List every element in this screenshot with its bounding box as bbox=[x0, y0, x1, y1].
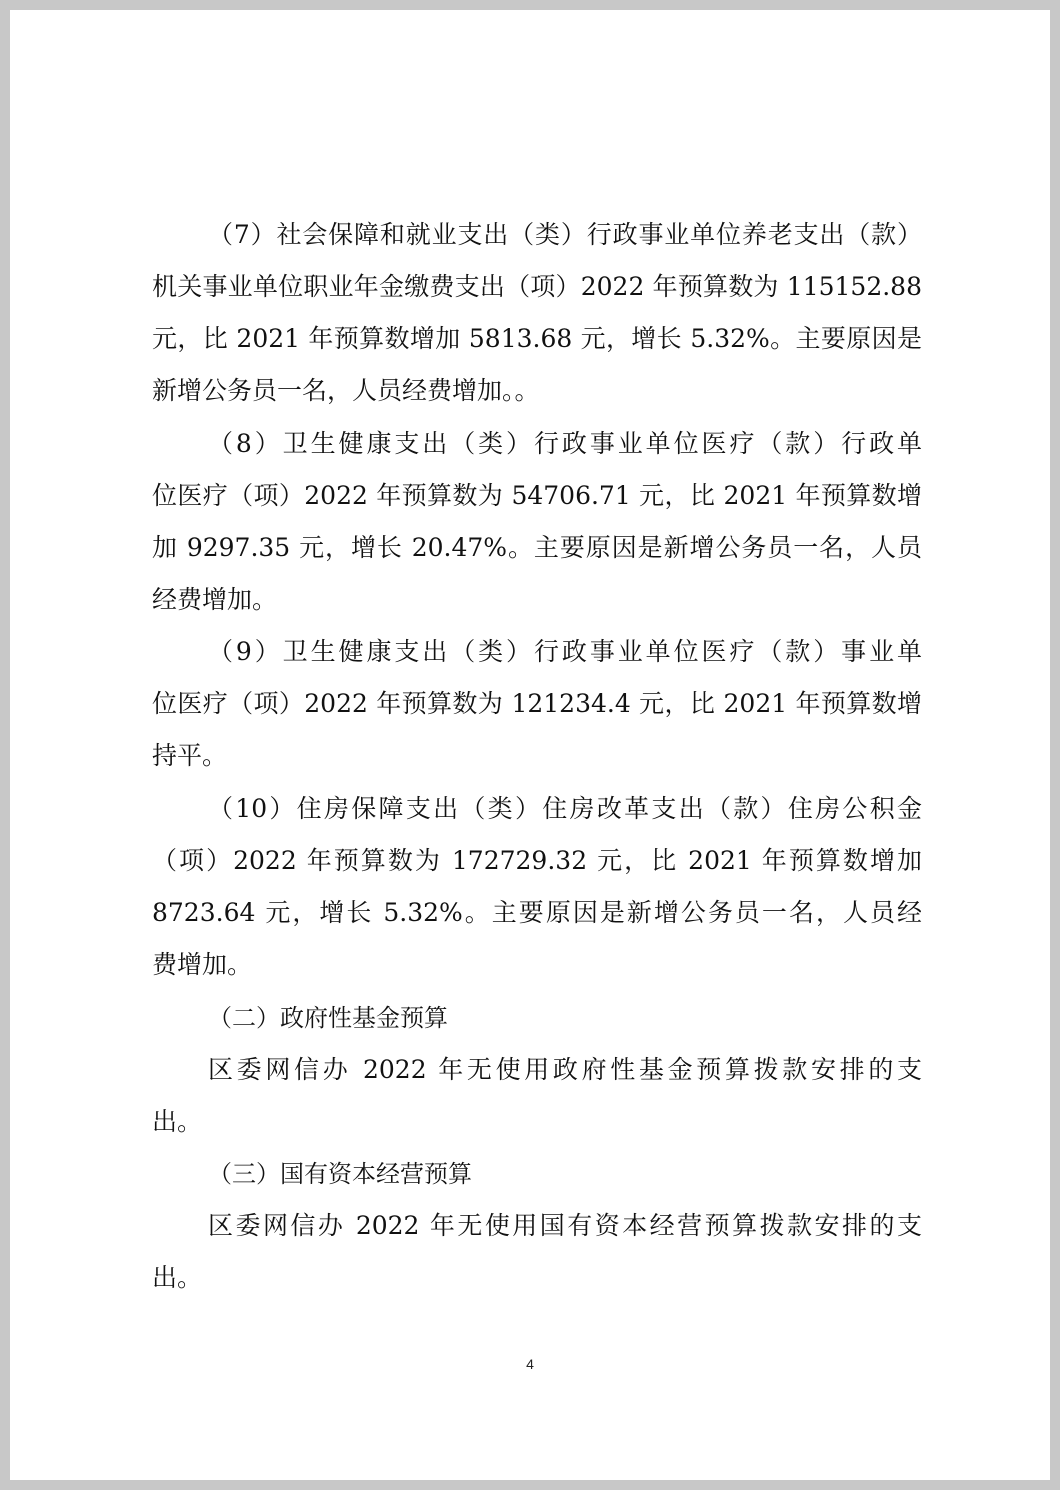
paragraph-7-line-1: （7）社会保障和就业支出（类）行政事业单位养老支出（款） bbox=[208, 220, 922, 249]
government-fund-line-2: 出。 bbox=[152, 1107, 203, 1136]
paragraph-7-line-4: 新增公务员一名，人员经费增加。。 bbox=[152, 376, 540, 405]
paragraph-8-line-4: 经费增加。 bbox=[152, 585, 278, 614]
paragraph-9-line-1: （9）卫生健康支出（类）行政事业单位医疗（款）事业单 bbox=[208, 637, 922, 666]
paragraph-7-line-3: 元，比 2021 年预算数增加 5813.68 元，增长 5.32%。主要原因是 bbox=[152, 324, 922, 353]
paragraph-7-line-2: 机关事业单位职业年金缴费支出（项）2022 年预算数为 115152.88 bbox=[152, 272, 922, 301]
paragraph-9-line-3: 持平。 bbox=[152, 741, 228, 770]
page-number: 4 bbox=[526, 1356, 534, 1372]
paragraph-10-line-4: 费增加。 bbox=[152, 950, 253, 979]
paragraph-8-line-3: 加 9297.35 元，增长 20.47%。主要原因是新增公务员一名，人员 bbox=[152, 533, 922, 562]
paragraph-9-line-2: 位医疗（项）2022 年预算数为 121234.4 元，比 2021 年预算数增 bbox=[152, 689, 922, 718]
paragraph-8-line-1: （8）卫生健康支出（类）行政事业单位医疗（款）行政单 bbox=[208, 429, 922, 458]
paragraph-10-line-1: （10）住房保障支出（类）住房改革支出（款）住房公积金 bbox=[208, 794, 922, 823]
document-page bbox=[10, 10, 1050, 1480]
state-capital-line-2: 出。 bbox=[152, 1263, 203, 1292]
paragraph-10-line-3: 8723.64 元，增长 5.32%。主要原因是新增公务员一名，人员经 bbox=[152, 898, 922, 927]
paragraph-10-line-2: （项）2022 年预算数为 172729.32 元，比 2021 年预算数增加 bbox=[152, 846, 922, 875]
paragraph-8-line-2: 位医疗（项）2022 年预算数为 54706.71 元，比 2021 年预算数增 bbox=[152, 481, 922, 510]
section-heading-state-capital: （三）国有资本经营预算 bbox=[208, 1160, 472, 1188]
state-capital-line-1: 区委网信办 2022 年无使用国有资本经营预算拨款安排的支 bbox=[208, 1211, 922, 1240]
government-fund-line-1: 区委网信办 2022 年无使用政府性基金预算拨款安排的支 bbox=[208, 1055, 922, 1084]
section-heading-government-fund: （二）政府性基金预算 bbox=[208, 1004, 448, 1032]
